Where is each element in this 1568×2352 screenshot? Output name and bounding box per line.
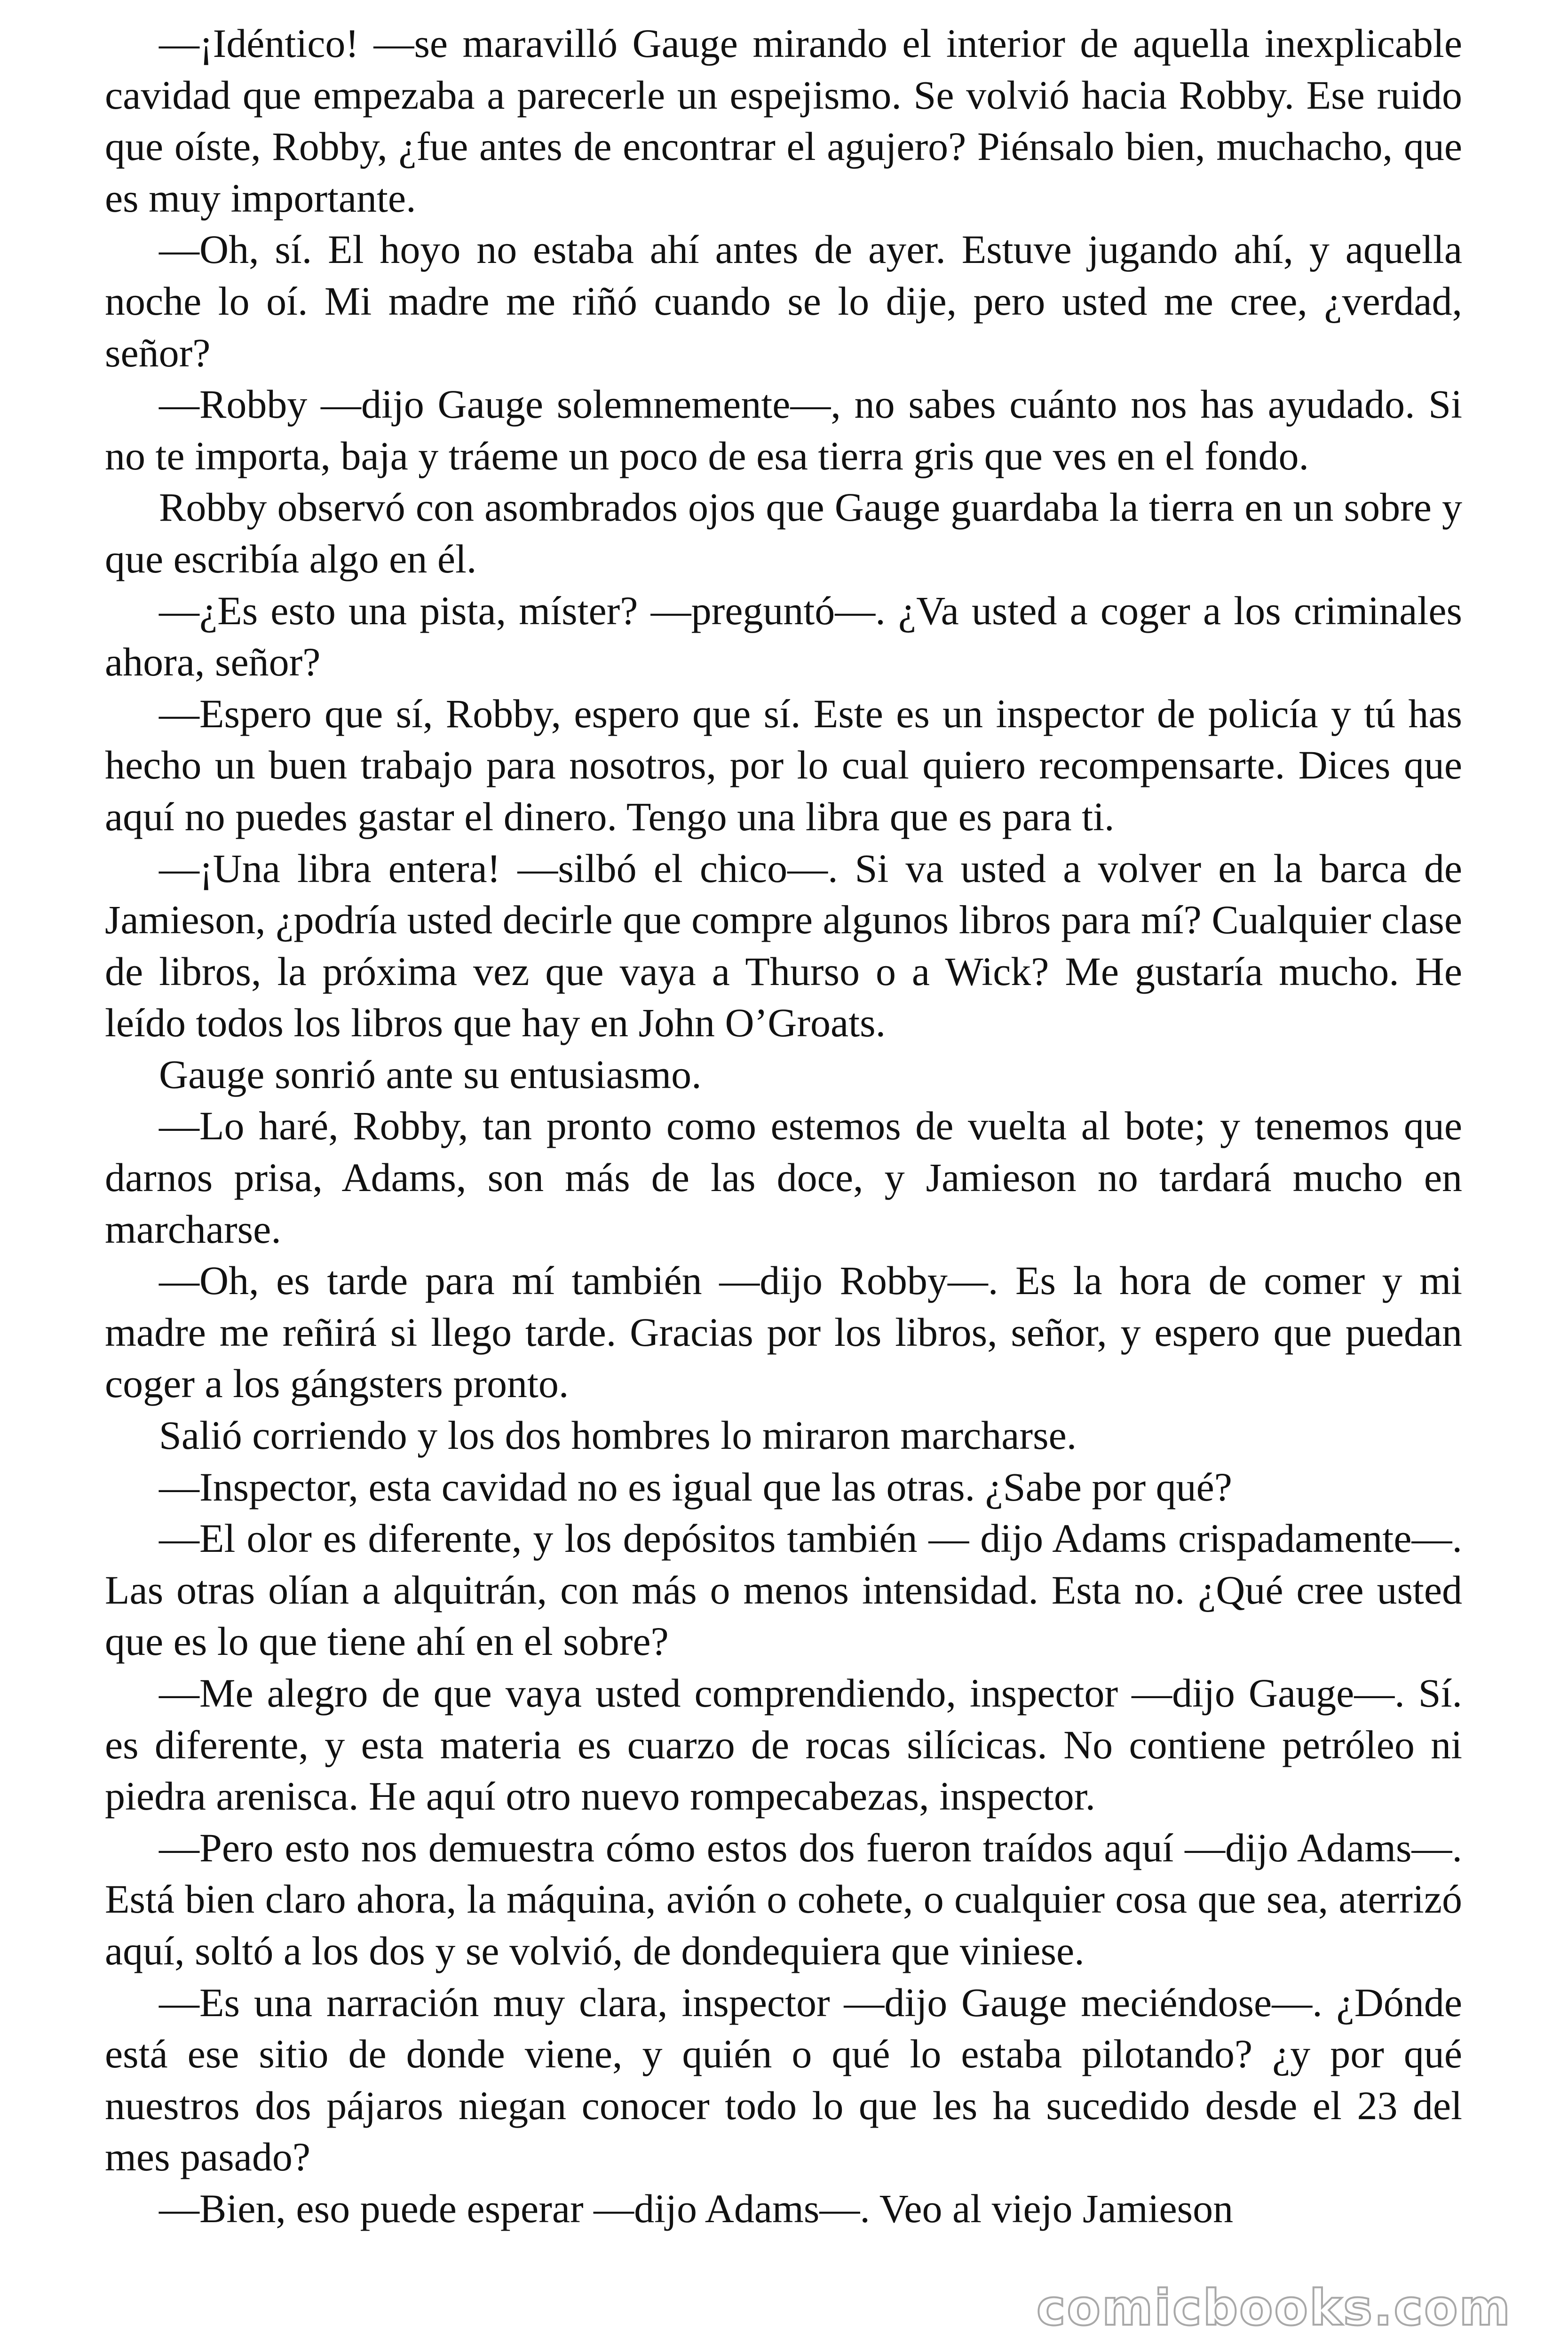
watermark: comicbooks.com (1036, 2279, 1512, 2336)
paragraph: —Robby —dijo Gauge solemnemente—, no sabes cuánto nos has ayudado. Si no te importa, baja y tráeme un poco de esa tierra gris que ves en el fondo. (105, 381, 1462, 478)
paragraph: —Bien, eso puede esperar —dijo Adams—. Veo al viejo Jamieson (159, 2185, 1234, 2231)
paragraph: —El olor es diferente, y los depósitos también — dijo Adams crispadamente—. Las otras olían a alquitrán, con más o menos intensidad. Esta no. ¿Qué cree usted que es lo que tiene ahí en el sobre? (105, 1516, 1462, 1664)
paragraph: —Es una narración muy clara, inspector —dijo Gauge meciéndose—. ¿Dónde está ese sitio de donde viene, y quién o qué lo estaba pilotando? ¿y por qué nuestros dos pájaros niegan conocer todo lo que les ha sucedido desde el 23 del mes pasado? (105, 1979, 1462, 2180)
paragraph: —Espero que sí, Robby, espero que sí. Este es un inspector de policía y tú has hecho un buen trabajo para nosotros, por lo cual quiero recompensarte. Dices que aquí no puedes gastar el dinero. Tengo una libra que es para ti. (105, 691, 1462, 839)
body-text (105, 18, 1462, 2235)
paragraph: —Oh, es tarde para mí también —dijo Robby—. Es la hora de comer y mi madre me reñirá si llego tarde. Gracias por los libros, señor, y espero que puedan coger a los gángsters pronto. (105, 1258, 1462, 1406)
paragraph: Salió corriendo y los dos hombres lo miraron marcharse. (159, 1413, 1077, 1458)
paragraph: —Pero esto nos demuestra cómo estos dos fueron traídos aquí —dijo Adams—. Está bien claro ahora, la máquina, avión o cohete, o cualquier cosa que sea, aterrizó aquí, soltó a los dos y se volvió, de dondequiera que viniese. (105, 1825, 1462, 1973)
paragraph: —Lo haré, Robby, tan pronto como estemos de vuelta al bote; y tenemos que darnos prisa, Adams, son más de las doce, y Jamieson no tardará mucho en marcharse. (105, 1103, 1462, 1252)
paragraph: Gauge sonrió ante su entusiasmo. (159, 1051, 702, 1097)
paragraph: —¡Idéntico! —se maravilló Gauge mirando el interior de aquella inexplicable cavidad que empezaba a parecerle un espejismo. Se volvió hacia Robby. Ese ruido que oíste, Robby, ¿fue antes de encontrar el agujero? Piénsalo bien, muchacho, que es muy importante. (105, 21, 1462, 221)
paragraph: —¡Una libra entera! —silbó el chico—. Si va usted a volver en la barca de Jamieson, ¿podría usted decirle que compre algunos libros para mí? Cualquier clase de libros, la próxima vez que vaya a Thurso o a Wick? Me gustaría mucho. He leído todos los libros que hay en John O’Groats. (105, 845, 1462, 1046)
paragraph: —¿Es esto una pista, míster? —preguntó—. ¿Va usted a coger a los criminales ahora, señor? (105, 588, 1462, 685)
paragraph: —Oh, sí. El hoyo no estaba ahí antes de ayer. Estuve jugando ahí, y aquella noche lo oí. Mi madre me riñó cuando se lo dije, pero usted me cree, ¿verdad, señor? (105, 227, 1462, 375)
paragraph: —Inspector, esta cavidad no es igual que las otras. ¿Sabe por qué? (159, 1464, 1232, 1510)
paragraph: Robby observó con asombrados ojos que Gauge guardaba la tierra en un sobre y que escribía algo en él. (105, 485, 1462, 581)
paragraph: —Me alegro de que vaya usted comprendiendo, inspector —dijo Gauge—. Sí. es diferente, y esta materia es cuarzo de rocas silícicas. No contiene petróleo ni piedra arenisca. He aquí otro nuevo rompecabezas, inspector. (105, 1670, 1462, 1819)
